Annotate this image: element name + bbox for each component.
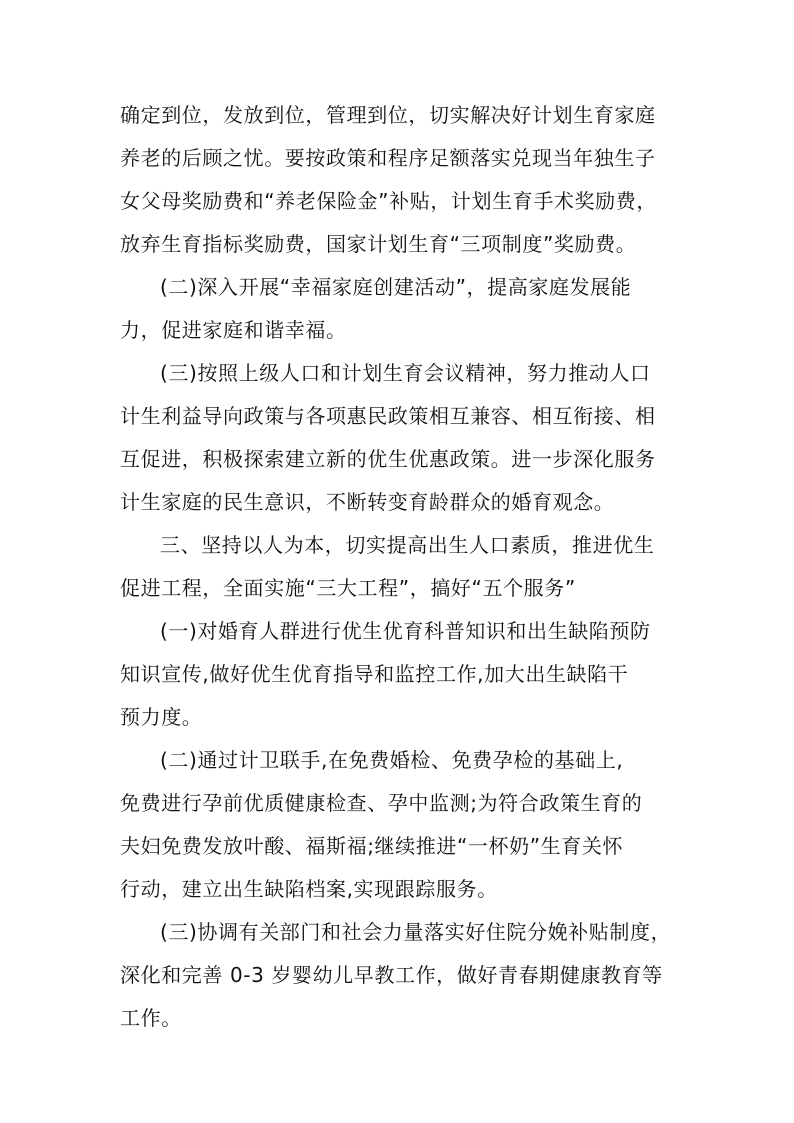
text-line xyxy=(0,960,794,990)
line-text: (一)对婚育人群进行优生优育科普知识和出生缺陷预防 xyxy=(160,619,651,643)
line-text: 女父母奖励费和“养老保险金”补贴，计划生育手术奖励费， xyxy=(120,189,657,213)
line-text: 预力度。 xyxy=(120,705,203,729)
line-text: 确定到位，发放到位，管理到位，切实解决好计划生育家庭 xyxy=(120,103,656,127)
line-text: 三、坚持以人为本，切实提高出生人口素质，推进优生 xyxy=(160,533,655,557)
line-text: (二)深入开展“幸福家庭创建活动”，提高家庭发展能 xyxy=(160,275,632,299)
text-line xyxy=(0,616,794,646)
line-text: (三)按照上级人口和计划生育会议精神，努力推动人口 xyxy=(160,361,651,385)
text-line xyxy=(0,831,794,861)
line-text: (三)协调有关部门和社会力量落实好住院分娩补贴制度， xyxy=(160,920,672,944)
text-line xyxy=(0,143,794,173)
text-line xyxy=(0,444,794,474)
line-text: 免费进行孕前优质健康检查、孕中监测;为符合政策生育的 xyxy=(120,791,643,815)
text-line xyxy=(0,573,794,603)
text-line xyxy=(0,186,794,216)
text-line xyxy=(0,702,794,732)
line-text: 夫妇免费发放叶酸、福斯福;继续推进“一杯奶”生育关怀 xyxy=(120,834,624,858)
text-line xyxy=(0,401,794,431)
line-text: 计生利益导向政策与各项惠民政策相互兼容、相互衔接、相 xyxy=(120,404,656,428)
line-text: 深化和完善 0-3 岁婴幼儿早教工作，做好青春期健康教育等 xyxy=(120,963,663,987)
text-line xyxy=(0,917,794,947)
line-text: 互促进，积极探索建立新的优生优惠政策。进一步深化服务 xyxy=(120,447,656,471)
text-line xyxy=(0,530,794,560)
text-line xyxy=(0,874,794,904)
text-line xyxy=(0,659,794,689)
text-line xyxy=(0,358,794,388)
line-text: 力，促进家庭和谐幸福。 xyxy=(120,318,347,342)
text-line xyxy=(0,487,794,517)
text-line xyxy=(0,315,794,345)
text-line xyxy=(0,100,794,130)
line-text: 计生家庭的民生意识，不断转变育龄群众的婚育观念。 xyxy=(120,490,615,514)
line-text: 工作。 xyxy=(120,1006,182,1030)
text-line xyxy=(0,745,794,775)
text-line xyxy=(0,272,794,302)
line-text: (二)通过计卫联手,在免费婚检、免费孕检的基础上, xyxy=(160,748,624,772)
text-line xyxy=(0,1003,794,1033)
line-text: 放弃生育指标奖励费，国家计划生育“三项制度”奖励费。 xyxy=(120,232,637,256)
line-text: 行动，建立出生缺陷档案,实现跟踪服务。 xyxy=(120,877,498,901)
line-text: 养老的后顾之忧。要按政策和程序足额落实兑现当年独生子 xyxy=(120,146,656,170)
text-line xyxy=(0,229,794,259)
line-text: 促进工程，全面实施“三大工程”，搞好“五个服务” xyxy=(120,576,576,600)
line-text: 知识宣传,做好优生优育指导和监控工作,加大出生缺陷干 xyxy=(120,662,629,686)
text-line xyxy=(0,788,794,818)
